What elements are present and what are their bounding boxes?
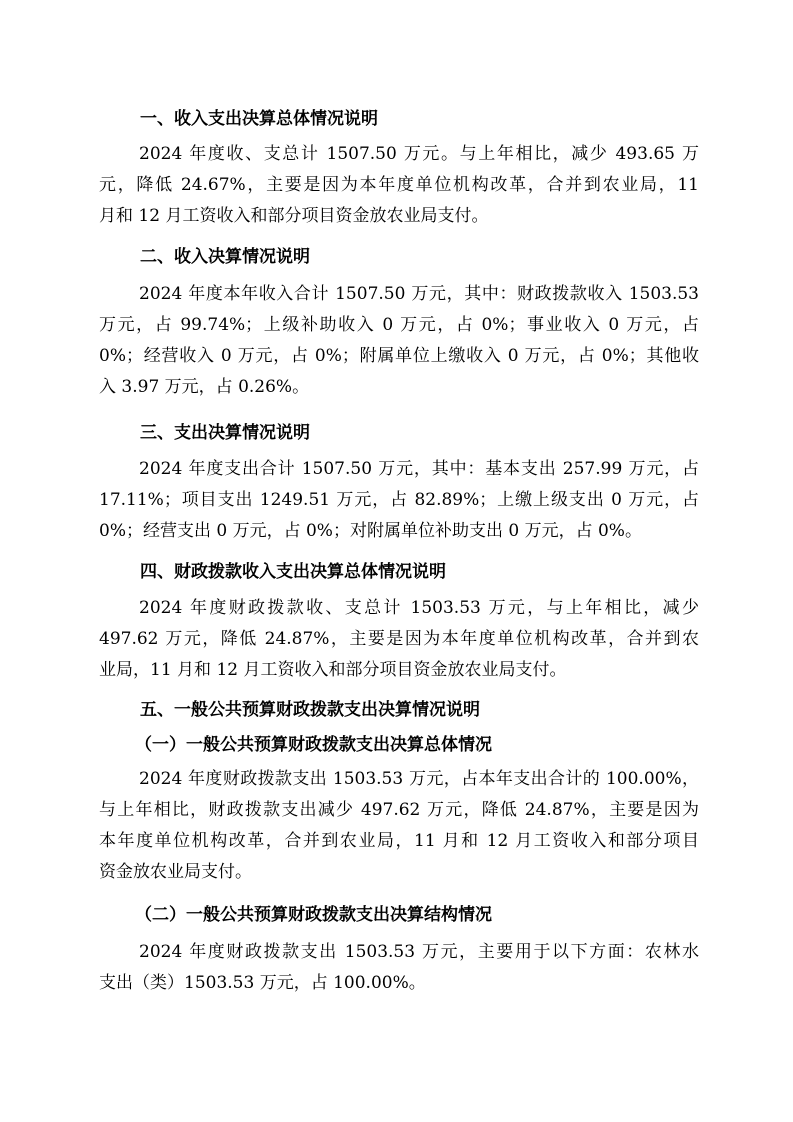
paragraph-line: 本年度单位机构改革，合并到农业局，11 月和 12 月工资收入和部分项目 xyxy=(99,831,699,851)
section-heading-4: 四、财政拨款收入支出决算总体情况说明 xyxy=(140,562,446,582)
paragraph-line: 支出（类）1503.53 万元，占 100.00%。 xyxy=(99,973,426,993)
paragraph-line: 497.62 万元，降低 24.87%，主要是因为本年度单位机构改革，合并到农 xyxy=(99,629,699,649)
section-body-4 xyxy=(99,593,699,686)
paragraph-line: 元，降低 24.67%，主要是因为本年度单位机构改革，合并到农业局，11 xyxy=(99,175,699,195)
section-body-1 xyxy=(99,139,699,232)
section-body-3 xyxy=(99,454,699,547)
section-body-2 xyxy=(99,279,699,403)
paragraph-line: 2024 年度财政拨款收、支总计 1503.53 万元，与上年相比，减少 xyxy=(139,598,699,618)
subsection-body-5-2 xyxy=(99,937,699,999)
paragraph-line: 入 3.97 万元，占 0.26%。 xyxy=(99,377,310,397)
section-heading-2: 二、收入决算情况说明 xyxy=(140,247,310,267)
paragraph-line: 2024 年度财政拨款支出 1503.53 万元，占本年支出合计的 100.00%， xyxy=(139,769,699,789)
subsection-body-5-1 xyxy=(99,764,699,888)
subsection-heading-5-1: （一）一般公共预算财政拨款支出决算总体情况 xyxy=(135,735,492,755)
paragraph-line: 2024 年度本年收入合计 1507.50 万元，其中：财政拨款收入 1503.53 xyxy=(139,284,699,304)
section-heading-5: 五、一般公共预算财政拨款支出决算情况说明 xyxy=(140,700,480,720)
paragraph-line: 月和 12 月工资收入和部分项目资金放农业局支付。 xyxy=(99,206,489,226)
paragraph-line: 0%；经营收入 0 万元，占 0%；附属单位上缴收入 0 万元，占 0%；其他收 xyxy=(99,346,699,366)
paragraph-line: 0%；经营支出 0 万元，占 0%；对附属单位补助支出 0 万元，占 0%。 xyxy=(99,521,642,541)
paragraph-line: 业局，11 月和 12 月工资收入和部分项目资金放农业局支付。 xyxy=(99,660,567,680)
paragraph-line: 2024 年度支出合计 1507.50 万元，其中：基本支出 257.99 万元，占 xyxy=(139,459,699,479)
subsection-heading-5-2: （二）一般公共预算财政拨款支出决算结构情况 xyxy=(135,905,492,925)
paragraph-line: 2024 年度财政拨款支出 1503.53 万元，主要用于以下方面：农林水 xyxy=(139,942,699,962)
section-heading-3: 三、支出决算情况说明 xyxy=(140,423,310,443)
paragraph-line: 资金放农业局支付。 xyxy=(99,862,252,882)
paragraph-line: 万元，占 99.74%；上级补助收入 0 万元，占 0%；事业收入 0 万元，占 xyxy=(99,315,699,335)
paragraph-line: 与上年相比，财政拨款支出减少 497.62 万元，降低 24.87%，主要是因为 xyxy=(99,800,699,820)
section-heading-1: 一、收入支出决算总体情况说明 xyxy=(140,109,378,129)
paragraph-line: 17.11%；项目支出 1249.51 万元，占 82.89%；上缴上级支出 0 万元，占 xyxy=(99,490,699,510)
paragraph-line: 2024 年度收、支总计 1507.50 万元。与上年相比，减少 493.65 万 xyxy=(139,144,699,164)
